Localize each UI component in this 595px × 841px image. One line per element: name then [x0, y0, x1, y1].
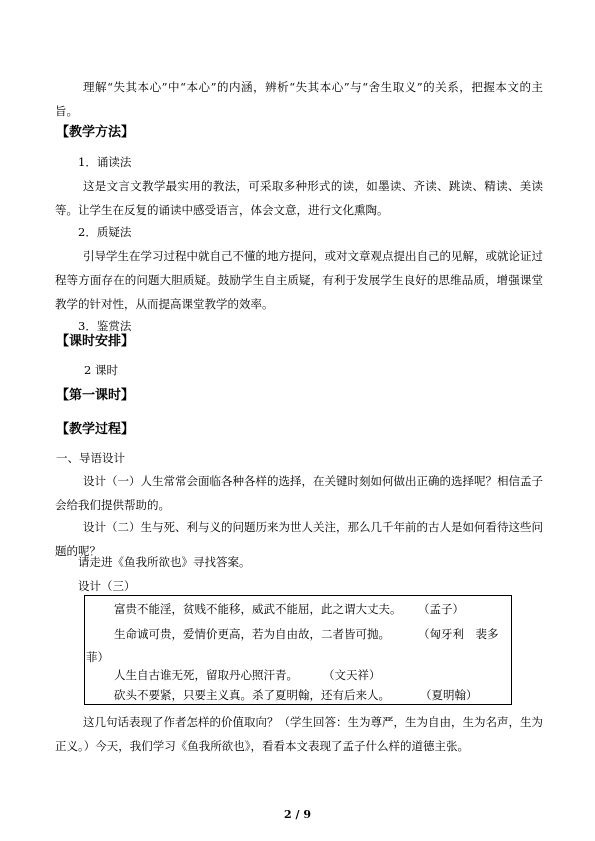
design-2-text: 设计（二）生与死、利与义的问题历来为世人关注，那么几千年前的古人是如何看待这些问题的呢？	[55, 520, 543, 558]
closing-paragraph: 这几句话表现了作者怎样的价值取向？（学生回答：生为尊严，生为自由，生为名声，生为正义。）今天，我们学习《鱼我所欲也》，看看本文表现了孟子什么样的道德主张。	[55, 715, 543, 753]
method-1-text: 这是文言文教学最实用的教法，可采取多种形式的读，如墨读、齐读、跳读、精读、美读等。让学生在反复的诵读中感受语言，体会文意，进行文化熏陶。	[55, 179, 543, 217]
process-heading: 【教学过程】	[56, 422, 135, 437]
first-lesson-heading: 【第一课时】	[56, 388, 135, 403]
quote-2-author: （匈牙利 裴多	[418, 627, 499, 641]
section-intro-design: 一、导语设计	[56, 451, 125, 465]
quote-2-author-cont: 菲）	[86, 650, 109, 664]
methods-heading: 【教学方法】	[56, 125, 135, 140]
page-number: 2 / 9	[284, 808, 311, 821]
intro-paragraph: 理解“失其本心”中“本心”的内涵，辨析“失其本心”与“舍生取义”的关系，把握本文的主旨。	[55, 80, 543, 118]
quote-2-text: 生命诚可贵，爱情价更高，若为自由故，二者皆可抛。	[114, 627, 390, 641]
method-2-label: 2．质疑法	[78, 225, 132, 239]
design-2-followup: 请走进《鱼我所欲也》寻找答案。	[78, 555, 251, 569]
quote-4-author: （夏明翰）	[420, 688, 478, 702]
quotes-box	[84, 595, 512, 705]
schedule-heading: 【课时安排】	[56, 334, 135, 349]
quote-3-text: 人生自古谁无死，留取丹心照汗青。	[114, 668, 298, 682]
quote-4-text: 砍头不要紧，只要主义真。杀了夏明翰，还有后来人。	[114, 688, 390, 702]
design-1-text: 设计（一）人生常常会面临各种各样的选择，在关键时刻如何做出正确的选择呢？相信孟子会给我们提供帮助的。	[55, 474, 543, 512]
method-1-label: 1．诵读法	[78, 155, 132, 169]
quote-3-author: （文天祥）	[323, 668, 381, 682]
design-3-label: 设计（三）	[78, 579, 136, 593]
method-2-text: 引导学生在学习过程中就自己不懂的地方提问，或对文章观点提出自己的见解，或就论证过程等方面存在的问题大胆质疑。鼓励学生自主质疑，有利于发展学生良好的思维品质，增强课堂教学的针对性，从而提高课堂教学的效率。	[55, 249, 543, 311]
schedule-text: 2 课时	[84, 363, 118, 377]
quote-1-author: （孟子）	[418, 602, 464, 616]
quote-1-text: 富贵不能淫，贫贱不能移，威武不能屈，此之谓大丈夫。	[114, 602, 402, 616]
method-3-label: 3．鉴赏法	[78, 319, 132, 333]
